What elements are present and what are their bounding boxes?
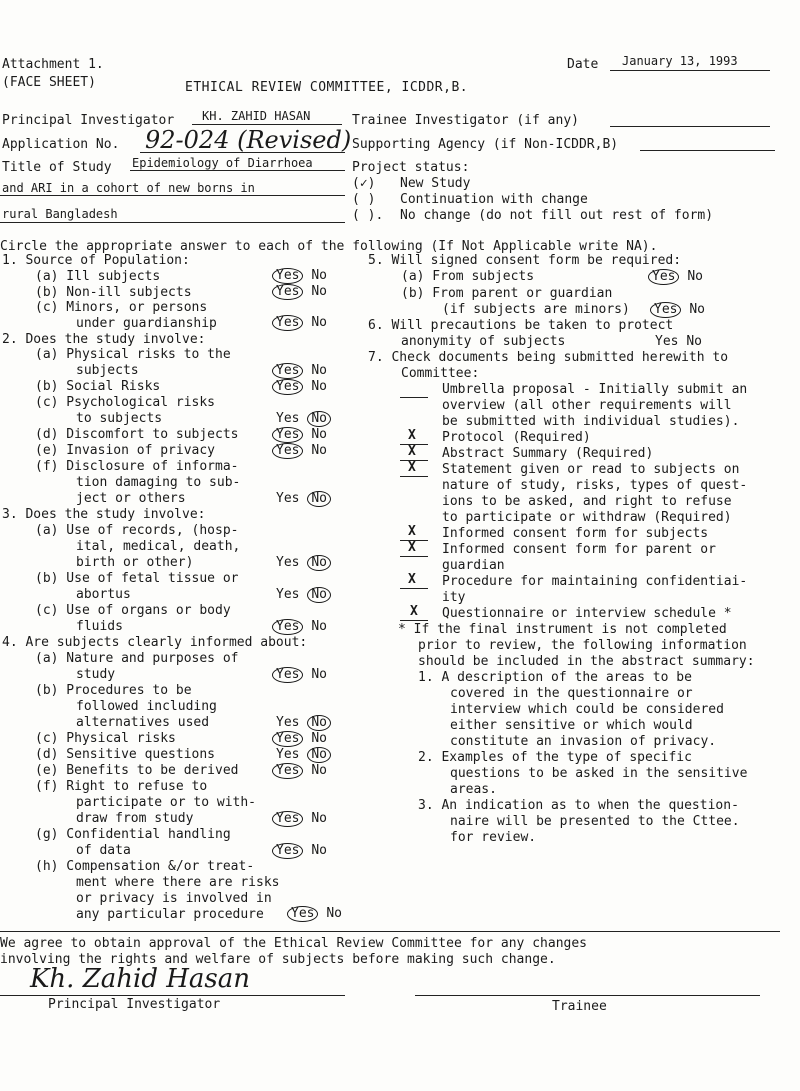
q5a-yes-circled: Yes	[648, 269, 679, 285]
q2a-answer	[272, 363, 327, 379]
q3a-answer	[276, 555, 331, 571]
q4b-answer	[276, 715, 331, 731]
title-line3: rural Bangladesh	[2, 207, 118, 221]
q2f-no-circled: No	[307, 491, 331, 507]
status-label: Project status:	[352, 160, 470, 175]
q4c-answer	[272, 731, 327, 747]
doc1-line3: be submitted with individual studies).	[442, 414, 740, 429]
status-nochange-mark: ( ).	[352, 208, 384, 223]
doc4-blank	[400, 476, 428, 477]
q3c2: fluids	[76, 619, 123, 634]
q5b-yes-circled: Yes	[650, 302, 681, 318]
q2c2: to subjects	[76, 411, 163, 426]
q7-line2: Committee:	[401, 366, 480, 381]
doc1-line2: overview (all other requirements will	[442, 398, 732, 413]
q4a-answer	[272, 667, 327, 683]
doc6-line1: Informed consent form for parent or	[442, 542, 716, 557]
q3b1: (b) Use of fetal tissue or	[35, 571, 239, 586]
doc8: Questionnaire or interview schedule *	[442, 606, 732, 621]
q3a2: ital, medical, death,	[76, 539, 241, 554]
footer-divider	[0, 931, 780, 932]
q2b: (b) Social Risks	[35, 379, 161, 394]
doc7-line2: ity	[442, 590, 466, 605]
doc2: Protocol (Required)	[442, 430, 591, 445]
status-cont-mark: ( )	[352, 192, 376, 207]
q4h1: (h) Compensation &/or treat-	[35, 859, 255, 874]
q1: 1. Source of Population:	[2, 253, 190, 268]
q2c-no-circled: No	[307, 411, 331, 427]
q4b-no-circled: No	[307, 715, 331, 731]
doc3-check: X	[408, 444, 416, 459]
q6-line2: anonymity of subjects	[401, 334, 566, 349]
note-item1-line1: 1. A description of the areas to be	[418, 670, 692, 685]
doc5: Informed consent form for subjects	[442, 526, 709, 541]
face-sheet-label: (FACE SHEET)	[2, 75, 96, 90]
q4c-yes-circled: Yes	[272, 731, 303, 747]
q2b-no: No	[311, 379, 327, 394]
status-new-mark: (✓)	[352, 176, 376, 191]
q4h-answer	[287, 906, 342, 922]
q3a3: birth or other)	[76, 555, 194, 570]
note-item1-line5: constitute an invasion of privacy.	[450, 734, 717, 749]
doc6-check: X	[408, 540, 416, 555]
doc7-check: X	[408, 572, 416, 587]
q2e-yes-circled: Yes	[272, 443, 303, 459]
agency-underline	[640, 150, 775, 151]
q1c2: under guardianship	[76, 316, 217, 331]
note-item1-line2: covered in the questionnaire or	[450, 686, 693, 701]
q2d-no: No	[311, 427, 327, 442]
trainee-signature-line	[415, 995, 760, 996]
q6-yes: Yes	[655, 334, 679, 349]
q4g-no: No	[311, 843, 327, 858]
q4c: (c) Physical risks	[35, 731, 176, 746]
application-value: 92-024 (Revised)	[145, 126, 352, 154]
q5b2: (if subjects are minors)	[442, 302, 630, 317]
q1b-no: No	[311, 284, 327, 299]
note-item3-line3: for review.	[450, 830, 537, 845]
agreement-line1: We agree to obtain approval of the Ethical Review Committee for any changes	[0, 936, 587, 951]
q3b-no-circled: No	[307, 587, 331, 603]
q2f2: tion damaging to sub-	[76, 475, 241, 490]
q4h-no: No	[326, 906, 342, 921]
q4b2: followed including	[76, 699, 217, 714]
q4d-no-circled: No	[307, 747, 331, 763]
q3: 3. Does the study involve:	[2, 507, 206, 522]
q4g-yes-circled: Yes	[272, 843, 303, 859]
q4g-answer	[272, 843, 327, 859]
application-label: Application No.	[2, 137, 120, 152]
q4f-yes-circled: Yes	[272, 811, 303, 827]
q5a-answer	[648, 269, 703, 285]
q3c1: (c) Use of organs or body	[35, 603, 231, 618]
doc5-check: X	[408, 524, 416, 539]
q4g2: of data	[76, 843, 131, 858]
q2a-yes-circled: Yes	[272, 363, 303, 379]
q4g1: (g) Confidential handling	[35, 827, 231, 842]
q2e-no: No	[311, 443, 327, 458]
committee-title: ETHICAL REVIEW COMMITTEE, ICDDR,B.	[185, 80, 469, 95]
q5b-answer	[650, 302, 705, 318]
doc7-blank	[400, 588, 428, 589]
q4a1: (a) Nature and purposes of	[35, 651, 239, 666]
q4e-yes-circled: Yes	[272, 763, 303, 779]
q1a-answer	[272, 268, 327, 284]
doc8-check: X	[410, 604, 418, 619]
q2c-answer	[276, 411, 331, 427]
q4c-no: No	[311, 731, 327, 746]
q2e-answer	[272, 443, 327, 459]
note-item3-line2: naire will be presented to the Cttee.	[450, 814, 740, 829]
q3b-answer	[276, 587, 331, 603]
note-line2: prior to review, the following information	[418, 638, 747, 653]
agreement-line2: involving the rights and welfare of subjects before making such change.	[0, 952, 556, 967]
q2a2: subjects	[76, 363, 139, 378]
date-label: Date	[567, 57, 599, 72]
q4a2: study	[76, 667, 116, 682]
q3c-answer	[272, 619, 327, 635]
title-line1: Epidemiology of Diarrhoea	[132, 156, 313, 170]
q2c-yes: Yes	[276, 411, 300, 426]
agency-label: Supporting Agency (if Non-ICDDR,B)	[352, 137, 619, 152]
q3c-yes-circled: Yes	[272, 619, 303, 635]
doc4-check: X	[408, 460, 416, 475]
note-item2-line2: questions to be asked in the sensitive	[450, 766, 748, 781]
q4: 4. Are subjects clearly informed about:	[2, 635, 308, 650]
pi-signature: Kh. Zahid Hasan	[30, 964, 250, 994]
doc6-blank	[400, 556, 428, 557]
q4e-answer	[272, 763, 327, 779]
note-item2-line1: 2. Examples of the type of specific	[418, 750, 692, 765]
q4h-yes-circled: Yes	[287, 906, 318, 922]
q1b-answer	[272, 284, 327, 300]
q2a1: (a) Physical risks to the	[35, 347, 231, 362]
doc8-blank	[400, 620, 428, 621]
q2: 2. Does the study involve:	[2, 332, 206, 347]
doc4-line4: to participate or withdraw (Required)	[442, 510, 732, 525]
pi-value: KH. ZAHID HASAN	[202, 109, 311, 123]
q5a-no: No	[687, 269, 703, 284]
attachment-label: Attachment 1.	[2, 57, 104, 72]
q4f2: participate or to with-	[76, 795, 257, 810]
q2e: (e) Invasion of privacy	[35, 443, 216, 458]
title-underline-1	[130, 170, 345, 171]
q4f-answer	[272, 811, 327, 827]
q2f-answer	[276, 491, 331, 507]
trainee-signature-label: Trainee	[552, 999, 607, 1014]
q2d: (d) Discomfort to subjects	[35, 427, 239, 442]
date-value: January 13, 1993	[622, 54, 738, 68]
q4f3: draw from study	[76, 811, 194, 826]
q4h3: or privacy is involved in	[76, 891, 272, 906]
note-item3-line1: 3. An indication as to when the question-	[418, 798, 739, 813]
q6-line1: 6. Will precautions be taken to protect	[368, 318, 674, 333]
q6-answer	[655, 334, 702, 350]
pi-signature-label: Principal Investigator	[48, 997, 221, 1012]
q2a-no: No	[311, 363, 327, 378]
q4b3: alternatives used	[76, 715, 210, 730]
q4f1: (f) Right to refuse to	[35, 779, 208, 794]
trainee-underline	[610, 126, 770, 127]
q4e-no: No	[311, 763, 327, 778]
q2d-yes-circled: Yes	[272, 427, 303, 443]
q4d-answer	[276, 747, 331, 763]
q3c-no: No	[311, 619, 327, 634]
doc1-blank	[400, 397, 428, 398]
q2f1: (f) Disclosure of informa-	[35, 459, 239, 474]
q4b-yes: Yes	[276, 715, 300, 730]
q4b1: (b) Procedures to be	[35, 683, 192, 698]
note-item1-line3: interview which could be considered	[450, 702, 724, 717]
q1a: (a) Ill subjects	[35, 269, 161, 284]
pi-underline	[192, 124, 342, 125]
q1a-yes-circled: Yes	[272, 268, 303, 284]
q3b2: abortus	[76, 587, 131, 602]
status-new: New Study	[400, 176, 471, 191]
q4d: (d) Sensitive questions	[35, 747, 216, 762]
q1c-no: No	[311, 315, 327, 330]
q1a-no: No	[311, 268, 327, 283]
q1b-yes-circled: Yes	[272, 284, 303, 300]
q2f3: ject or others	[76, 491, 186, 506]
doc2-check: X	[408, 428, 416, 443]
q5b1: (b) From parent or guardian	[401, 286, 613, 301]
note-line1: * If the final instrument is not completed	[398, 622, 727, 637]
q4a-no: No	[311, 667, 327, 682]
q5a: (a) From subjects	[401, 269, 535, 284]
q1c-yes-circled: Yes	[272, 315, 303, 331]
q6-no: No	[686, 334, 702, 349]
doc4-line2: nature of study, risks, types of quest-	[442, 478, 748, 493]
q4d-yes: Yes	[276, 747, 300, 762]
q4e: (e) Benefits to be derived	[35, 763, 239, 778]
q5b-no: No	[689, 302, 705, 317]
doc1-line1: Umbrella proposal - Initially submit an	[442, 382, 748, 397]
application-underline	[140, 152, 345, 153]
instruction: Circle the appropriate answer to each of the following (If Not Applicable write NA).	[0, 239, 658, 254]
q2b-yes-circled: Yes	[272, 379, 303, 395]
pi-signature-line	[0, 995, 345, 996]
doc4-line1: Statement given or read to subjects on	[442, 462, 740, 477]
title-label: Title of Study	[2, 160, 112, 175]
q1c-answer	[272, 315, 327, 331]
note-item2-line3: areas.	[450, 782, 497, 797]
doc3: Abstract Summary (Required)	[442, 446, 654, 461]
doc6-line2: guardian	[442, 558, 505, 573]
title-underline-2	[0, 195, 345, 196]
q4a-yes-circled: Yes	[272, 667, 303, 683]
doc7-line1: Procedure for maintaining confidentiai-	[442, 574, 748, 589]
q3a-yes: Yes	[276, 555, 300, 570]
q5: 5. Will signed consent form be required:	[368, 253, 682, 268]
q2d-answer	[272, 427, 327, 443]
q7-line1: 7. Check documents being submitted herewith to	[368, 350, 729, 365]
q3a-no-circled: No	[307, 555, 331, 571]
q4h4: any particular procedure	[76, 907, 264, 922]
q3b-yes: Yes	[276, 587, 300, 602]
status-nochange: No change (do not fill out rest of form)	[400, 208, 714, 223]
trainee-label: Trainee Investigator (if any)	[352, 113, 579, 128]
q2f-yes: Yes	[276, 491, 300, 506]
q3a1: (a) Use of records, (hosp-	[35, 523, 239, 538]
q2b-answer	[272, 379, 327, 395]
pi-label: Principal Investigator	[2, 113, 175, 128]
title-line2: and ARI in a cohort of new borns in	[2, 181, 255, 195]
status-cont: Continuation with change	[400, 192, 588, 207]
title-underline-3	[0, 222, 345, 223]
note-line3: should be included in the abstract summary:	[418, 654, 755, 669]
q1c1: (c) Minors, or persons	[35, 300, 208, 315]
q2c1: (c) Psychological risks	[35, 395, 216, 410]
date-underline	[610, 70, 770, 71]
q1b: (b) Non-ill subjects	[35, 285, 192, 300]
q4h2: ment where there are risks	[76, 875, 280, 890]
doc4-line3: ions to be asked, and right to refuse	[442, 494, 732, 509]
note-item1-line4: either sensitive or which would	[450, 718, 693, 733]
q4f-no: No	[311, 811, 327, 826]
